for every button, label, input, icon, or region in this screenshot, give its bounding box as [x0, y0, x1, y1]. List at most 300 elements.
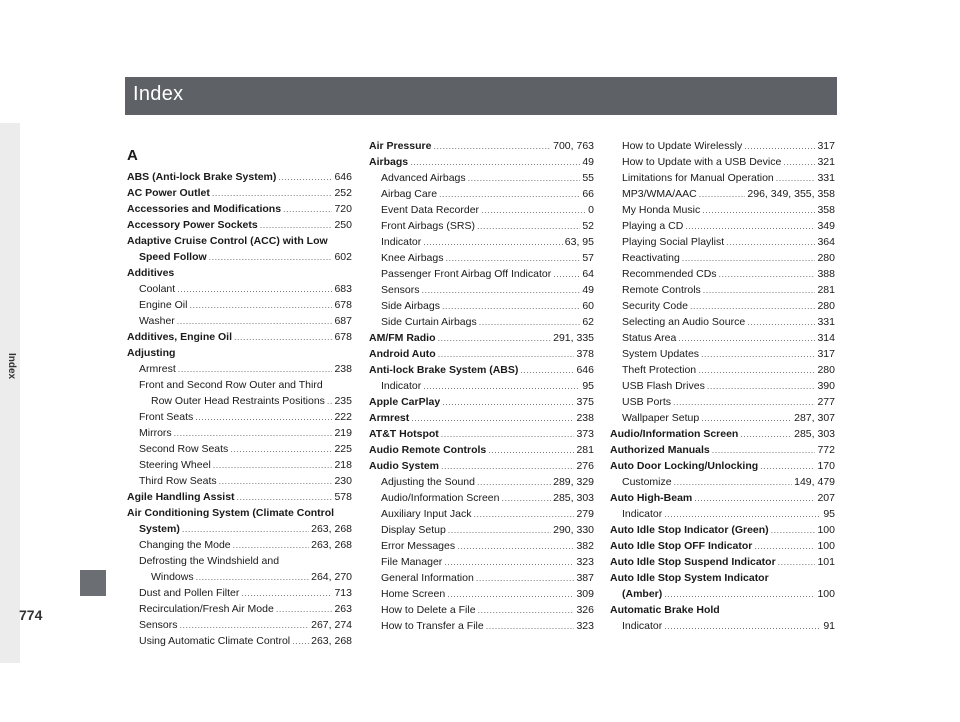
- leader-dots: [699, 186, 746, 202]
- index-entry: [127, 185, 352, 201]
- entry-term: Recirculation/Fresh Air Mode: [139, 603, 274, 615]
- entry-page: 52: [582, 220, 594, 232]
- entry-page: 225: [334, 443, 352, 455]
- index-entry: [369, 410, 594, 426]
- leader-dots: [423, 234, 563, 250]
- entry-term: Playing Social Playlist: [622, 236, 725, 248]
- leader-dots: [177, 281, 332, 297]
- index-entry: [127, 633, 352, 649]
- index-entry: [610, 394, 835, 410]
- leader-dots: [283, 201, 332, 217]
- entry-page: 296, 349, 355, 358: [747, 188, 835, 200]
- leader-dots: [776, 170, 816, 186]
- entry-page: 267, 274: [311, 619, 352, 631]
- index-entry: [610, 138, 835, 154]
- entry-page: 390: [817, 380, 835, 392]
- leader-dots: [438, 330, 552, 346]
- index-entry: [369, 346, 594, 362]
- page-title: Index: [133, 83, 184, 105]
- entry-page: 285, 303: [794, 428, 835, 440]
- index-entry: [610, 362, 835, 378]
- leader-dots: [182, 521, 309, 537]
- entry-term: Auto High-Beam: [610, 492, 693, 504]
- leader-dots: [719, 266, 816, 282]
- leader-dots: [174, 425, 333, 441]
- entry-page: 280: [817, 364, 835, 376]
- leader-dots: [682, 250, 816, 266]
- index-entry: [369, 314, 594, 330]
- entry-page: 687: [334, 315, 352, 327]
- index-entry: [610, 330, 835, 346]
- entry-page: 100: [817, 588, 835, 600]
- leader-dots: [678, 330, 815, 346]
- entry-term: Coolant: [139, 283, 176, 295]
- leader-dots: [783, 154, 815, 170]
- index-entry: [127, 201, 352, 217]
- leader-dots: [195, 409, 332, 425]
- index-entry: [127, 537, 352, 553]
- leader-dots: [698, 362, 815, 378]
- leader-dots: [481, 202, 586, 218]
- entry-page: 0: [588, 204, 594, 216]
- entry-page: 678: [334, 331, 352, 343]
- entry-page: 219: [334, 427, 352, 439]
- entry-term: (Amber): [622, 588, 663, 600]
- leader-dots: [442, 394, 574, 410]
- entry-page: 263: [334, 603, 352, 615]
- leader-dots: [486, 618, 575, 634]
- leader-dots: [701, 410, 792, 426]
- leader-dots: [230, 441, 332, 457]
- index-entry: [127, 329, 352, 345]
- leader-dots: [685, 218, 815, 234]
- index-entry: [127, 249, 352, 265]
- index-entry: [369, 250, 594, 266]
- leader-dots: [501, 490, 551, 506]
- entry-term: How to Transfer a File: [381, 620, 484, 632]
- index-entry: [610, 266, 835, 282]
- index-entry: [127, 361, 352, 377]
- leader-dots: [703, 282, 816, 298]
- entry-page: 290, 330: [553, 524, 594, 536]
- index-column-1: [127, 137, 352, 649]
- index-entry: [369, 138, 594, 154]
- index-entry: [369, 298, 594, 314]
- entry-term: Indicator: [622, 508, 663, 520]
- index-entry: [369, 218, 594, 234]
- index-entry: [369, 506, 594, 522]
- index-entry: [369, 586, 594, 602]
- entry-page: 700, 763: [553, 140, 594, 152]
- entry-page: 646: [576, 364, 594, 376]
- entry-term: Auxiliary Input Jack: [381, 508, 472, 520]
- entry-page: 331: [817, 172, 835, 184]
- entry-term: Customize: [622, 476, 672, 488]
- entry-term: Side Curtain Airbags: [381, 316, 477, 328]
- index-entry: [369, 602, 594, 618]
- entry-term: Display Setup: [381, 524, 446, 536]
- entry-page: 170: [817, 460, 835, 472]
- index-entry: [610, 202, 835, 218]
- leader-dots: [189, 297, 332, 313]
- entry-page: 331: [817, 316, 835, 328]
- entry-page: 323: [576, 556, 594, 568]
- entry-term: AT&T Hotspot: [369, 428, 439, 440]
- leader-dots: [726, 234, 815, 250]
- index-column-2: [369, 138, 594, 634]
- index-entry: [127, 425, 352, 441]
- entry-page: 277: [817, 396, 835, 408]
- entry-page: 291, 335: [553, 332, 594, 344]
- entry-term: Armrest: [139, 363, 176, 375]
- index-entry: [369, 618, 594, 634]
- section-letter: A: [127, 147, 138, 164]
- entry-page: 373: [576, 428, 594, 440]
- entry-page: 321: [817, 156, 835, 168]
- leader-dots: [439, 186, 580, 202]
- index-entry: [610, 282, 835, 298]
- entry-term: Sensors: [139, 619, 178, 631]
- entry-page: 387: [576, 572, 594, 584]
- index-entry: [369, 330, 594, 346]
- entry-page: 264, 270: [311, 571, 352, 583]
- entry-term: Side Airbags: [381, 300, 440, 312]
- index-entry: [610, 346, 835, 362]
- index-entry: [610, 458, 835, 474]
- entry-term: MP3/WMA/AAC: [622, 188, 697, 200]
- leader-dots: [760, 458, 815, 474]
- entry-page: 100: [817, 524, 835, 536]
- entry-term: Second Row Seats: [139, 443, 229, 455]
- entry-page: 49: [582, 284, 594, 296]
- index-entry: [610, 442, 835, 458]
- entry-page: 60: [582, 300, 594, 312]
- index-entry: [369, 490, 594, 506]
- index-entry: [127, 569, 352, 585]
- leader-dots: [778, 554, 816, 570]
- entry-term: Windows: [151, 571, 194, 583]
- leader-dots: [196, 569, 310, 585]
- index-entry: [127, 489, 352, 505]
- entry-page: 578: [334, 491, 352, 503]
- index-entry: [610, 522, 835, 538]
- entry-term: Washer: [139, 315, 175, 327]
- entry-term: ABS (Anti-lock Brake System): [127, 171, 277, 183]
- page-number: 774: [19, 607, 43, 623]
- leader-dots: [771, 522, 816, 538]
- entry-term: Mirrors: [139, 427, 172, 439]
- entry-term: Android Auto: [369, 348, 436, 360]
- side-tab: [0, 123, 20, 663]
- leader-dots: [740, 426, 792, 442]
- entry-term: Auto Idle Stop OFF Indicator: [610, 540, 753, 552]
- entry-term: Air Pressure: [369, 140, 432, 152]
- entry-page: 64: [582, 268, 594, 280]
- leader-dots: [411, 410, 574, 426]
- entry-term: AC Power Outlet: [127, 187, 210, 199]
- leader-dots: [473, 506, 574, 522]
- index-entry: Defrosting the Windshield and: [139, 555, 280, 567]
- entry-term: Authorized Manuals: [610, 444, 710, 456]
- leader-dots: [233, 537, 309, 553]
- entry-page: 55: [582, 172, 594, 184]
- entry-page: 222: [334, 411, 352, 423]
- entry-page: 287, 307: [794, 412, 835, 424]
- entry-term: Additives, Engine Oil: [127, 331, 233, 343]
- leader-dots: [422, 282, 581, 298]
- leader-dots: [438, 346, 575, 362]
- index-entry: [610, 378, 835, 394]
- leader-dots: [234, 329, 332, 345]
- leader-dots: [292, 633, 309, 649]
- entry-term: Audio System: [369, 460, 440, 472]
- entry-page: 323: [576, 620, 594, 632]
- entry-page: 772: [817, 444, 835, 456]
- entry-page: 678: [334, 299, 352, 311]
- index-entry: [127, 281, 352, 297]
- entry-page: 720: [334, 203, 352, 215]
- index-entry: Adaptive Cruise Control (ACC) with Low: [127, 235, 328, 247]
- leader-dots: [479, 314, 581, 330]
- entry-term: Indicator: [381, 380, 422, 392]
- leader-dots: [744, 138, 815, 154]
- index-entry: [610, 218, 835, 234]
- index-entry: [610, 298, 835, 314]
- index-entry: [127, 521, 352, 537]
- entry-page: 375: [576, 396, 594, 408]
- index-entry: Front and Second Row Outer and Third: [139, 379, 323, 391]
- entry-page: 364: [817, 236, 835, 248]
- entry-term: How to Delete a File: [381, 604, 476, 616]
- leader-dots: [468, 170, 581, 186]
- entry-term: Armrest: [369, 412, 410, 424]
- entry-page: 95: [582, 380, 594, 392]
- entry-term: General Information: [381, 572, 474, 584]
- leader-dots: [747, 314, 815, 330]
- entry-term: Adjusting the Sound: [381, 476, 475, 488]
- index-entry: [369, 554, 594, 570]
- entry-page: 49: [582, 156, 594, 168]
- entry-term: Selecting an Audio Source: [622, 316, 746, 328]
- entry-page: 263, 268: [311, 523, 352, 535]
- leader-dots: [690, 298, 816, 314]
- entry-term: Apple CarPlay: [369, 396, 441, 408]
- entry-term: Advanced Airbags: [381, 172, 466, 184]
- index-entry: [610, 186, 835, 202]
- header-banner: [125, 77, 837, 115]
- leader-dots: [701, 346, 815, 362]
- index-entry: [610, 474, 835, 490]
- index-entry: [369, 170, 594, 186]
- index-column-3: [610, 138, 835, 634]
- entry-page: 218: [334, 459, 352, 471]
- entry-page: 276: [576, 460, 594, 472]
- entry-term: Error Messages: [381, 540, 456, 552]
- index-entry: [127, 217, 352, 233]
- entry-page: 91: [823, 620, 835, 632]
- leader-dots: [673, 394, 815, 410]
- index-entry: Air Conditioning System (Climate Control: [127, 507, 335, 519]
- entry-term: Accessory Power Sockets: [127, 219, 258, 231]
- entry-term: Changing the Mode: [139, 539, 231, 551]
- section-marker: [80, 570, 106, 596]
- index-entry: [610, 154, 835, 170]
- index-entry: [610, 250, 835, 266]
- entry-page: 62: [582, 316, 594, 328]
- leader-dots: [178, 361, 333, 377]
- entry-page: 646: [334, 171, 352, 183]
- entry-page: 378: [576, 348, 594, 360]
- entry-term: Airbag Care: [381, 188, 438, 200]
- index-entry: Auto Idle Stop System Indicator: [610, 572, 769, 584]
- entry-term: Third Row Seats: [139, 475, 217, 487]
- leader-dots: [712, 442, 816, 458]
- leader-dots: [219, 473, 333, 489]
- entry-term: Anti-lock Brake System (ABS): [369, 364, 519, 376]
- entry-page: 207: [817, 492, 835, 504]
- index-entry: [369, 266, 594, 282]
- entry-page: 326: [576, 604, 594, 616]
- entry-term: How to Update with a USB Device: [622, 156, 782, 168]
- entry-term: Status Area: [622, 332, 677, 344]
- index-entry: [369, 570, 594, 586]
- entry-term: Indicator: [622, 620, 663, 632]
- index-entry: [127, 393, 352, 409]
- leader-dots: [180, 617, 310, 633]
- leader-dots: [520, 362, 574, 378]
- leader-dots: [442, 298, 580, 314]
- entry-page: 280: [817, 300, 835, 312]
- index-entry: [127, 169, 352, 185]
- entry-term: Wallpaper Setup: [622, 412, 700, 424]
- entry-page: 349: [817, 220, 835, 232]
- entry-page: 95: [823, 508, 835, 520]
- index-entry: [369, 154, 594, 170]
- entry-term: Recommended CDs: [622, 268, 717, 280]
- entry-page: 149, 479: [794, 476, 835, 488]
- entry-page: 263, 268: [311, 539, 352, 551]
- index-entry: [610, 554, 835, 570]
- entry-term: Theft Protection: [622, 364, 697, 376]
- entry-term: Limitations for Manual Operation: [622, 172, 774, 184]
- leader-dots: [754, 538, 815, 554]
- entry-term: Auto Idle Stop Suspend Indicator: [610, 556, 776, 568]
- entry-term: Row Outer Head Restraints Positions: [151, 395, 325, 407]
- entry-term: System Updates: [622, 348, 700, 360]
- entry-term: Audio/Information Screen: [610, 428, 739, 440]
- entry-term: Auto Idle Stop Indicator (Green): [610, 524, 769, 536]
- entry-page: 281: [576, 444, 594, 456]
- leader-dots: [476, 570, 575, 586]
- leader-dots: [478, 602, 575, 618]
- leader-dots: [457, 538, 574, 554]
- index-entry: [369, 474, 594, 490]
- index-entry: [369, 426, 594, 442]
- leader-dots: [445, 250, 580, 266]
- entry-term: Airbags: [369, 156, 409, 168]
- entry-term: System): [139, 523, 180, 535]
- index-entry: [127, 409, 352, 425]
- entry-term: Home Screen: [381, 588, 446, 600]
- leader-dots: [664, 618, 821, 634]
- leader-dots: [237, 489, 333, 505]
- leader-dots: [702, 202, 815, 218]
- entry-page: 358: [817, 204, 835, 216]
- index-entry: [610, 170, 835, 186]
- index-entry: [610, 618, 835, 634]
- leader-dots: [213, 457, 333, 473]
- entry-term: File Manager: [381, 556, 443, 568]
- entry-page: 281: [817, 284, 835, 296]
- entry-term: Knee Airbags: [381, 252, 444, 264]
- index-entry: Additives: [127, 267, 175, 279]
- leader-dots: [209, 249, 333, 265]
- leader-dots: [477, 474, 551, 490]
- index-entry: [369, 378, 594, 394]
- entry-term: Audio/Information Screen: [381, 492, 500, 504]
- entry-page: 250: [334, 219, 352, 231]
- leader-dots: [488, 442, 574, 458]
- leader-dots: [441, 458, 574, 474]
- side-tab-label: Index: [6, 353, 17, 380]
- entry-term: Audio Remote Controls: [369, 444, 487, 456]
- leader-dots: [664, 586, 815, 602]
- leader-dots: [447, 586, 574, 602]
- index-entry: [610, 426, 835, 442]
- index-entry: [610, 314, 835, 330]
- index-entry: [127, 457, 352, 473]
- index-entry: [127, 617, 352, 633]
- leader-dots: [241, 585, 332, 601]
- leader-dots: [448, 522, 551, 538]
- entry-term: Front Airbags (SRS): [381, 220, 475, 232]
- index-entry: [610, 410, 835, 426]
- entry-page: 683: [334, 283, 352, 295]
- index-entry: [369, 538, 594, 554]
- entry-term: USB Ports: [622, 396, 672, 408]
- leader-dots: [441, 426, 575, 442]
- entry-page: 238: [334, 363, 352, 375]
- entry-term: Security Code: [622, 300, 688, 312]
- entry-term: Front Seats: [139, 411, 194, 423]
- leader-dots: [260, 217, 333, 233]
- entry-term: Reactivating: [622, 252, 680, 264]
- index-entry: [369, 394, 594, 410]
- entry-page: 317: [817, 140, 835, 152]
- index-entry: [610, 538, 835, 554]
- leader-dots: [674, 474, 793, 490]
- entry-page: 57: [582, 252, 594, 264]
- entry-term: Steering Wheel: [139, 459, 211, 471]
- entry-term: USB Flash Drives: [622, 380, 705, 392]
- leader-dots: [707, 378, 816, 394]
- entry-term: Remote Controls: [622, 284, 701, 296]
- leader-dots: [423, 378, 580, 394]
- entry-page: 101: [817, 556, 835, 568]
- entry-page: 63, 95: [564, 236, 594, 248]
- entry-term: Agile Handling Assist: [127, 491, 235, 503]
- index-entry: [369, 442, 594, 458]
- index-entry: [127, 313, 352, 329]
- index-entry: [127, 585, 352, 601]
- entry-term: Indicator: [381, 236, 422, 248]
- index-entry: [127, 441, 352, 457]
- entry-page: 602: [334, 251, 352, 263]
- entry-page: 309: [576, 588, 594, 600]
- index-entry: [369, 522, 594, 538]
- leader-dots: [177, 313, 333, 329]
- leader-dots: [327, 393, 333, 409]
